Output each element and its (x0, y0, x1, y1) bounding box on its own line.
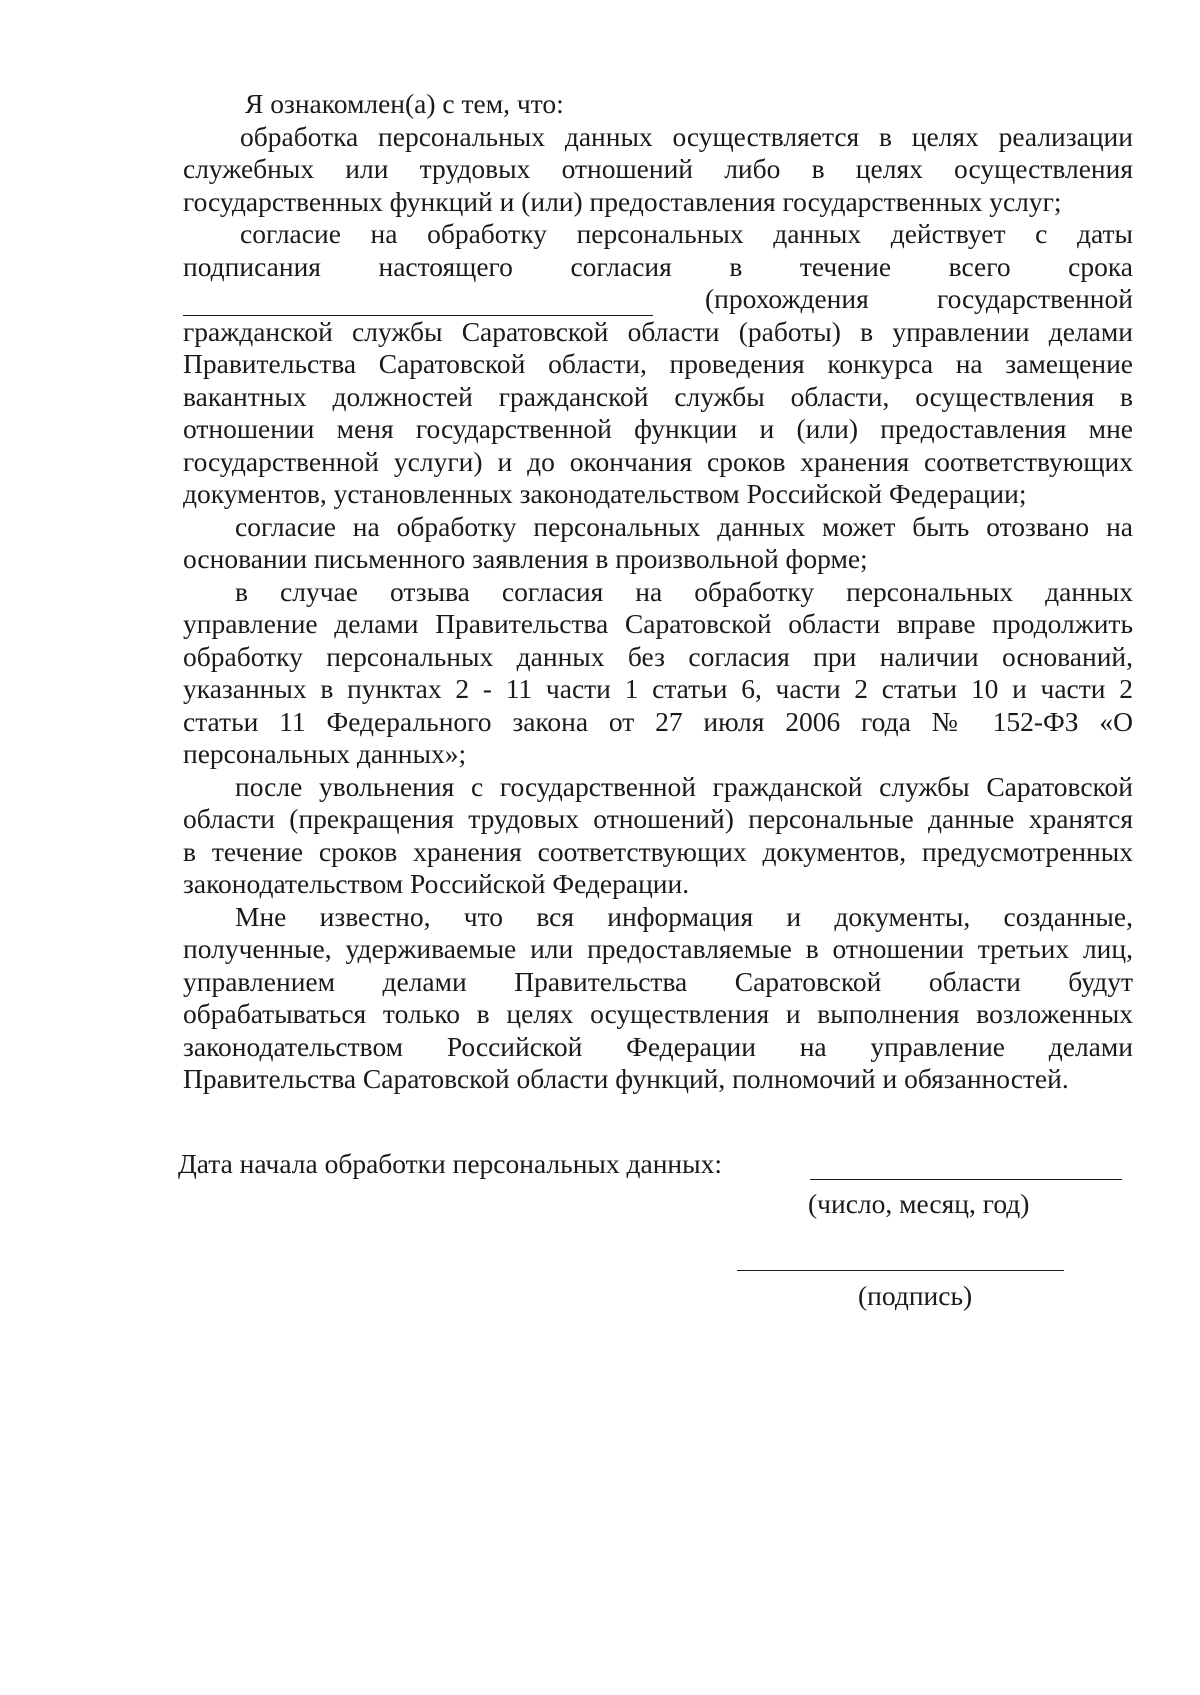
paragraph-2-line: подписания настоящего согласия в течение всего срока (183, 250, 1133, 282)
paragraph-4-line: указанных в пунктах 2 - 11 части 1 статьи 6, части 2 статьи 10 и части 2 (183, 673, 1133, 704)
paragraph-2-line: документов, установленных законодательством Российской Федерации; (183, 478, 1027, 509)
start-date-field[interactable] (810, 1179, 1122, 1180)
paragraph-4-line: управление делами Правительства Саратовской области вправе продолжить (183, 608, 1133, 639)
paragraph-2-line: согласие на обработку персональных данных действует с даты (240, 218, 1133, 249)
paragraph-5-line: законодательством Российской Федерации. (183, 868, 690, 899)
paragraph-4-line: в случае отзыва согласия на обработку персональных данных (235, 575, 1133, 607)
paragraph-2-line: отношении меня государственной функции и (или) предоставления мне (183, 413, 1133, 444)
paragraph-5-line: области (прекращения трудовых отношений) персональные данные хранятся (183, 803, 1133, 834)
document-body (183, 88, 1133, 1096)
paragraph-2-line: Правительства Саратовской области, проведения конкурса на замещение (183, 348, 1133, 379)
start-date-label: Дата начала обработки персональных данных: (178, 1148, 723, 1179)
paragraph-1-line: служебных или трудовых отношений либо в целях осуществления (183, 153, 1133, 184)
paragraph-4-line: статьи 11 Федерального закона от 27 июля 2006 года № 152-ФЗ «О (183, 705, 1133, 737)
intro-line: Я ознакомлен(а) с тем, что: (245, 88, 564, 119)
paragraph-4-line: обработку персональных данных без согласия при наличии оснований, (183, 640, 1133, 672)
paragraph-3-line: основании письменного заявления в произвольной форме; (183, 543, 868, 574)
paragraph-6-line: Правительства Саратовской области функций, полномочий и обязанностей. (183, 1063, 1069, 1094)
paragraph-6-line: полученные, удерживаемые или предоставляемые в отношении третьих лиц, (183, 933, 1133, 964)
paragraph-5-line: после увольнения с государственной гражданской службы Саратовской (235, 770, 1133, 802)
paragraph-4-line: персональных данных»; (183, 738, 467, 769)
paragraph-6-line: законодательством Российской Федерации на управление делами (183, 1030, 1133, 1062)
paragraph-2-blank-row (183, 283, 1133, 316)
paragraph-2-line: гражданской службы Саратовской области (работы) в управлении делами (183, 315, 1133, 347)
paragraph-1-line: обработка персональных данных осуществляется в целях реализации (240, 120, 1133, 152)
paragraph-6-line: Мне известно, что вся информация и документы, созданные, (235, 900, 1133, 932)
signature-caption: (подпись) (858, 1280, 973, 1311)
paragraph-2-line: (прохождения государственной (705, 283, 1133, 314)
start-date-caption: (число, месяц, год) (808, 1188, 1030, 1219)
paragraph-2-line: государственной услуги) и до окончания сроков хранения соответствующих (183, 445, 1133, 477)
paragraph-6-line: обрабатываться только в целях осуществления и выполнения возложенных (183, 998, 1133, 1029)
paragraph-5-line: в течение сроков хранения соответствующих документов, предусмотренных (183, 835, 1133, 867)
paragraph-2-line: вакантных должностей гражданской службы области, осуществления в (183, 380, 1133, 412)
term-blank-field[interactable] (183, 293, 653, 316)
paragraph-3-line: согласие на обработку персональных данных может быть отозвано на (235, 510, 1133, 542)
signature-field[interactable] (737, 1270, 1064, 1271)
paragraph-1-line: государственных функций и (или) предоставления государственных услуг; (183, 185, 1062, 217)
paragraph-6-line: управлением делами Правительства Саратовской области будут (183, 965, 1133, 997)
